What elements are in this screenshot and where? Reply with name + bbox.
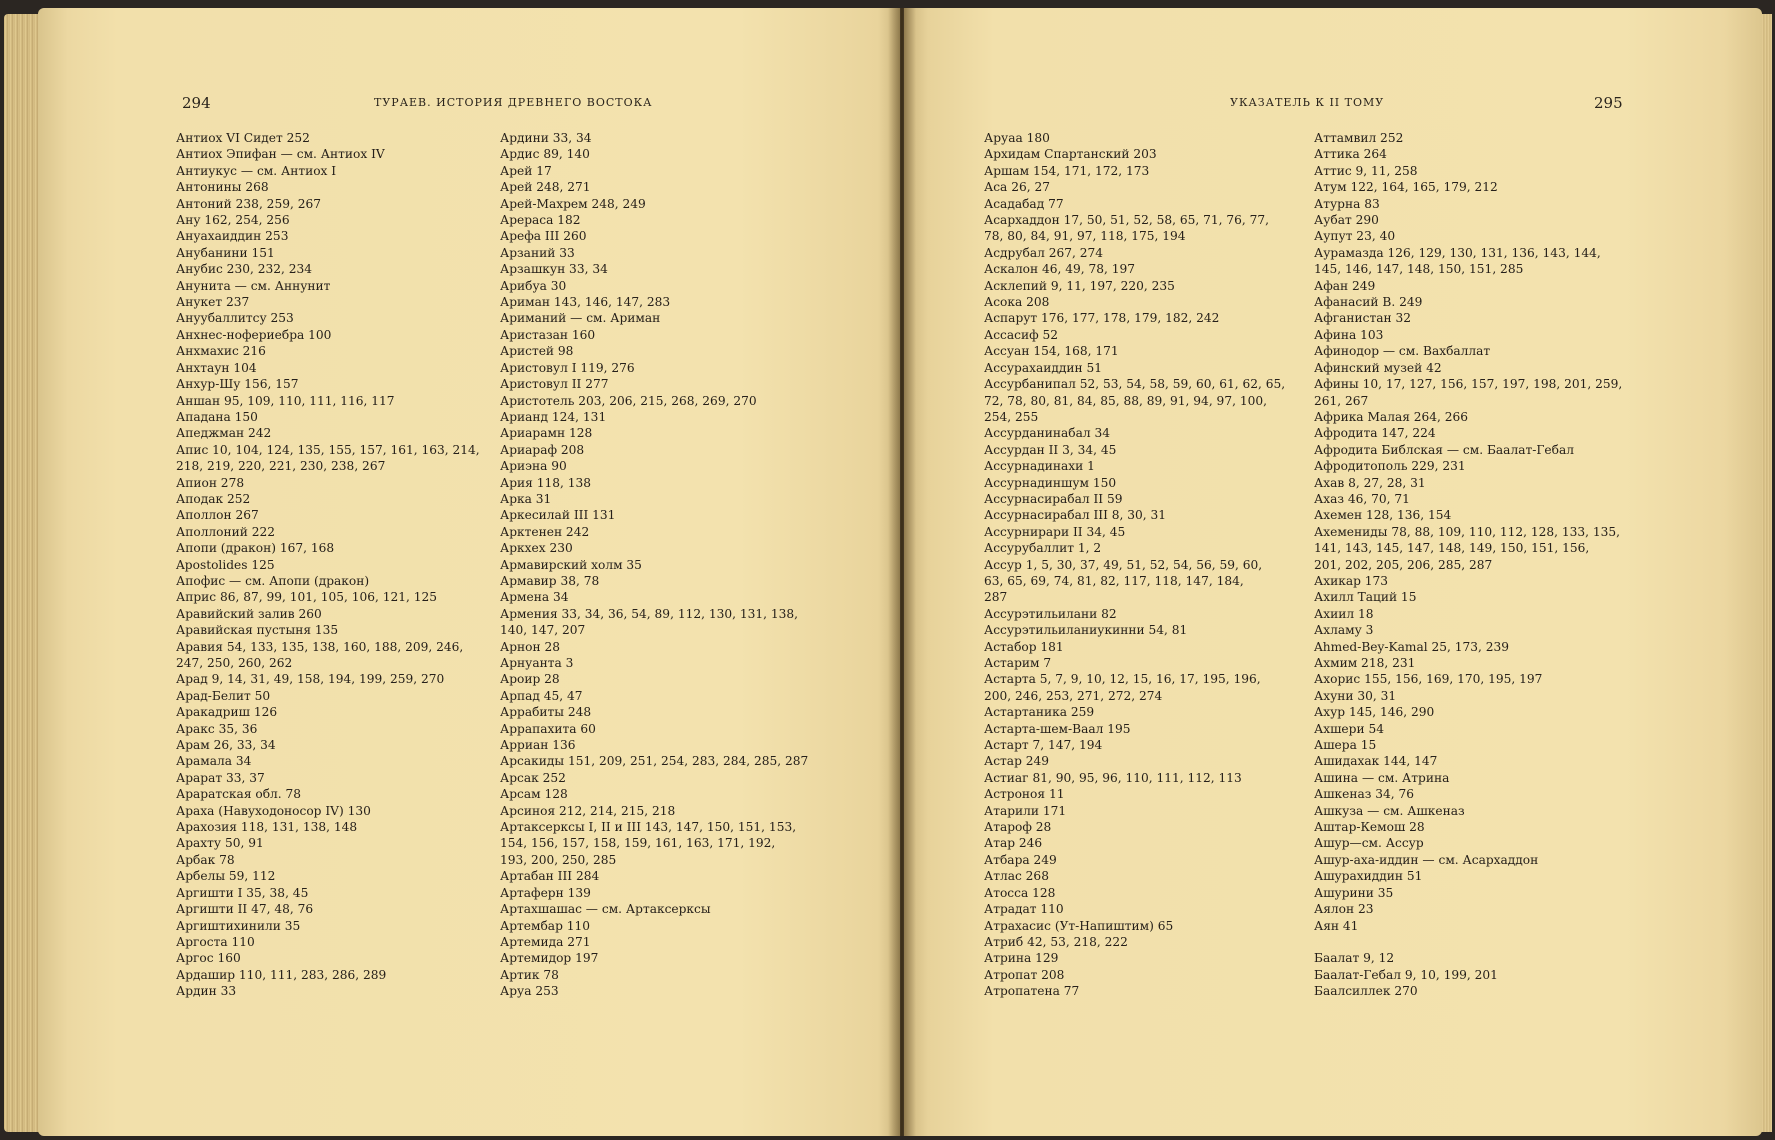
index-entry: Аштар-Кемош 28 xyxy=(1314,820,1425,835)
index-entry: Ассурахаиддин 51 xyxy=(984,360,1103,375)
index-entry: Ариман 143, 146, 147, 283 xyxy=(500,295,671,310)
index-entry: Астиаг 81, 90, 95, 96, 110, 111, 112, 113 xyxy=(984,770,1242,785)
index-entry: Ария 118, 138 xyxy=(500,475,591,490)
index-entry: Астарт 7, 147, 194 xyxy=(984,738,1103,753)
index-entry: Астабор 181 xyxy=(984,639,1064,654)
index-entry: Ариарамн 128 xyxy=(500,426,593,441)
index-entry: Артембар 110 xyxy=(500,918,591,933)
book-gutter xyxy=(888,8,916,1136)
index-entry: Апис 10, 104, 124, 135, 155, 157, 161, 163, 214, xyxy=(176,442,480,457)
index-entry: Ассурнасирабал III 8, 30, 31 xyxy=(984,508,1167,523)
index-entry: Анубис 230, 232, 234 xyxy=(176,262,312,277)
index-entry: Ашера 15 xyxy=(1314,738,1377,753)
right-page-column-2 xyxy=(1314,130,1634,1000)
index-entry: Анунита — см. Аннунит xyxy=(176,278,331,293)
index-entry: Аполлоний 222 xyxy=(176,524,276,539)
index-entry: Асдрубал 267, 274 xyxy=(984,245,1104,260)
index-entry: Ассурдан II 3, 34, 45 xyxy=(984,442,1117,457)
index-entry: Антоний 238, 259, 267 xyxy=(176,196,321,211)
index-entry: Антиох Эпифан — см. Антиох IV xyxy=(176,147,385,162)
left-page-number: 294 xyxy=(182,94,211,112)
index-entry: Ассурнадинахи 1 xyxy=(984,459,1095,474)
index-entry: 247, 250, 260, 262 xyxy=(176,656,293,670)
index-entry: Астроноя 11 xyxy=(984,787,1065,802)
index-entry: Арктенен 242 xyxy=(500,524,590,539)
index-entry: Асархаддон 17, 50, 51, 52, 58, 65, 71, 76, 77, xyxy=(984,213,1270,228)
index-entry: Ассуан 154, 168, 171 xyxy=(984,344,1119,359)
index-entry: Аракс 35, 36 xyxy=(176,721,258,736)
index-entry: Ассурэтильилани 82 xyxy=(984,606,1117,621)
index-entry: Анхмахис 216 xyxy=(176,344,266,359)
index-entry: Армена 34 xyxy=(500,590,569,605)
index-entry: Ахур 145, 146, 290 xyxy=(1314,705,1435,720)
index-entry: Анукет 237 xyxy=(176,295,250,310)
index-entry: Аттис 9, 11, 258 xyxy=(1314,163,1418,178)
index-entry: Аскалон 46, 49, 78, 197 xyxy=(984,262,1136,277)
index-entry: Арзаний 33 xyxy=(500,245,575,260)
index-entry: Аравийская пустыня 135 xyxy=(176,623,339,638)
index-entry: Аурамазда 126, 129, 130, 131, 136, 143, 144, xyxy=(1314,245,1601,260)
index-entry: 201, 202, 205, 206, 285, 287 xyxy=(1314,557,1493,572)
index-entry: Арриан 136 xyxy=(500,738,576,753)
index-entry: Апопи (дракон) 167, 168 xyxy=(176,541,335,556)
index-entry: Афан 249 xyxy=(1314,278,1376,293)
index-entry: Апион 278 xyxy=(176,475,245,490)
index-entry: Анубанини 151 xyxy=(176,245,275,260)
index-entry: Аргиштихинили 35 xyxy=(176,918,301,933)
index-entry: Ахикар 173 xyxy=(1314,573,1389,588)
index-entry: Аян 41 xyxy=(1314,918,1359,933)
index-entry: Арей-Махрем 248, 249 xyxy=(500,196,646,211)
right-running-head: УКАЗАТЕЛЬ К II ТОМУ xyxy=(1230,96,1385,109)
index-entry: Ашурахиддин 51 xyxy=(1314,869,1423,884)
index-entry: Ассур 1, 5, 30, 37, 49, 51, 52, 54, 56, 59, 60, xyxy=(984,557,1263,572)
index-entry: Ахшери 54 xyxy=(1314,721,1384,736)
index-entry: Асадабад 77 xyxy=(984,196,1064,211)
index-entry: Аравия 54, 133, 135, 138, 160, 188, 209, 246, xyxy=(176,639,464,654)
index-entry: Баалсиллек 270 xyxy=(1314,984,1418,999)
index-entry: Аруаа 180 xyxy=(984,131,1050,145)
index-entry: Атосса 128 xyxy=(984,885,1056,900)
index-entry: Баалат 9, 12 xyxy=(1314,951,1395,966)
index-entry: Арефа III 260 xyxy=(500,229,587,244)
index-entry: Аспарут 176, 177, 178, 179, 182, 242 xyxy=(984,311,1220,326)
index-entry: Анхтаун 104 xyxy=(176,360,257,375)
index-entry: 261, 267 xyxy=(1314,393,1369,408)
index-entry: Атрадат 110 xyxy=(984,902,1064,917)
index-entry: Ахламу 3 xyxy=(1314,623,1374,638)
index-entry: Арсам 128 xyxy=(500,787,568,802)
index-entry: Атриб 42, 53, 218, 222 xyxy=(984,934,1128,949)
index-entry: Атароф 28 xyxy=(984,820,1052,835)
index-entry: Ариманий — см. Ариман xyxy=(500,311,661,326)
index-entry: Ассурнирари II 34, 45 xyxy=(984,524,1126,539)
index-entry: Ариараф 208 xyxy=(500,442,585,457)
index-entry: Афганистан 32 xyxy=(1314,311,1412,326)
index-entry: Аристовул II 277 xyxy=(500,377,609,392)
index-entry: Арарат 33, 37 xyxy=(176,770,265,785)
index-entry: Ahmed-Bey-Kamal 25, 173, 239 xyxy=(1314,639,1510,654)
index-entry: Ассурубаллит 1, 2 xyxy=(984,541,1102,556)
index-entry: Атрахасис (Ут-Напиштим) 65 xyxy=(984,918,1174,933)
index-entry: Ахорис 155, 156, 169, 170, 195, 197 xyxy=(1314,672,1543,687)
left-running-head: ТУРАЕВ. ИСТОРИЯ ДРЕВНЕГО ВОСТОКА xyxy=(374,96,653,109)
index-entry: Артемида 271 xyxy=(500,934,591,949)
right-page-column-1 xyxy=(984,130,1304,1000)
index-entry: Арнон 28 xyxy=(500,639,560,654)
index-entry: Аравийский залив 260 xyxy=(176,606,322,621)
index-entry: Арибуа 30 xyxy=(500,278,567,293)
index-entry: Ариэна 90 xyxy=(500,459,567,474)
index-entry: Ассурнадиншум 150 xyxy=(984,475,1117,490)
index-entry: Артабан III 284 xyxy=(500,869,600,884)
index-entry: Ардини 33, 34 xyxy=(500,131,592,145)
index-entry: Атрина 129 xyxy=(984,951,1059,966)
index-entry: Арбак 78 xyxy=(176,852,235,867)
index-entry: Арзашкун 33, 34 xyxy=(500,262,608,277)
index-entry: Арсакиды 151, 209, 251, 254, 283, 284, 285, 287 xyxy=(500,754,809,769)
index-entry: Аруа 253 xyxy=(500,984,559,999)
index-entry: Ахав 8, 27, 28, 31 xyxy=(1314,475,1426,490)
index-entry: Ануубаллитсу 253 xyxy=(176,311,294,326)
index-entry: Астар 249 xyxy=(984,754,1050,769)
index-entry: Apostolides 125 xyxy=(176,557,275,572)
index-entry: 200, 246, 253, 271, 272, 274 xyxy=(984,688,1163,703)
index-entry: Артемидор 197 xyxy=(500,951,599,966)
index-entry: Апеджман 242 xyxy=(176,426,272,441)
index-entry: Аристовул I 119, 276 xyxy=(500,360,635,375)
index-entry: Аркесилай III 131 xyxy=(500,508,616,523)
index-entry: Атурна 83 xyxy=(1314,196,1380,211)
index-entry: Аса 26, 27 xyxy=(984,180,1050,195)
index-entry: Аристазан 160 xyxy=(500,327,596,342)
index-entry: Асока 208 xyxy=(984,295,1050,310)
index-entry: Аристей 98 xyxy=(500,344,574,359)
index-entry: Аркхех 230 xyxy=(500,541,573,556)
index-entry: Арнуанта 3 xyxy=(500,656,574,670)
index-entry: Артик 78 xyxy=(500,967,559,982)
index-entry: Аподак 252 xyxy=(176,491,251,506)
index-entry: 145, 146, 147, 148, 150, 151, 285 xyxy=(1314,262,1524,277)
index-entry: Арсак 252 xyxy=(500,770,566,785)
index-entry: 72, 78, 80, 81, 84, 85, 88, 89, 91, 94, 97, 100, xyxy=(984,393,1267,408)
index-entry: Аракадриш 126 xyxy=(176,705,278,720)
index-entry: Аррабиты 248 xyxy=(500,705,592,720)
index-entry: Ашур-аха-иддин — см. Асархаддон xyxy=(1314,852,1539,867)
index-entry: Ахемениды 78, 88, 109, 110, 112, 128, 133, 135, xyxy=(1314,524,1621,539)
index-entry: Астарта-шем-Ваал 195 xyxy=(984,721,1131,736)
index-entry: Атлас 268 xyxy=(984,869,1049,884)
index-entry: Афинодор — см. Вахбаллат xyxy=(1314,344,1491,359)
index-entry: Асклепий 9, 11, 197, 220, 235 xyxy=(984,278,1175,293)
index-entry: Антиукус — см. Антиох I xyxy=(176,163,337,178)
index-entry: Архидам Спартанский 203 xyxy=(984,147,1157,162)
index-entry: Аршам 154, 171, 172, 173 xyxy=(984,163,1150,178)
index-entry: Атум 122, 164, 165, 179, 212 xyxy=(1314,180,1498,195)
index-entry: Арпад 45, 47 xyxy=(500,688,583,703)
index-entry: 78, 80, 84, 91, 97, 118, 175, 194 xyxy=(984,229,1186,244)
index-entry: Арераса 182 xyxy=(500,213,581,228)
left-page-column-1 xyxy=(176,130,496,1000)
index-entry: Аншан 95, 109, 110, 111, 116, 117 xyxy=(176,393,395,408)
index-entry: Аттика 264 xyxy=(1314,147,1387,162)
index-entry: Баалат-Гебал 9, 10, 199, 201 xyxy=(1314,967,1498,982)
index-entry: Аялон 23 xyxy=(1314,902,1374,917)
index-entry: Афинский музей 42 xyxy=(1314,360,1442,375)
index-entry: Аргос 160 xyxy=(176,951,241,966)
index-entry: Арад 9, 14, 31, 49, 158, 194, 199, 259, 270 xyxy=(176,672,445,687)
index-entry: Арка 31 xyxy=(500,491,552,506)
index-entry: Ассурданинабал 34 xyxy=(984,426,1110,441)
index-entry: Армавирский холм 35 xyxy=(500,557,642,572)
index-entry: Ашидахак 144, 147 xyxy=(1314,754,1438,769)
index-entry: Арбелы 59, 112 xyxy=(176,869,276,884)
index-entry: Астарта 5, 7, 9, 10, 12, 15, 16, 17, 195, 196, xyxy=(984,672,1261,687)
index-entry: Аупут 23, 40 xyxy=(1314,229,1396,244)
index-entry: Аттамвил 252 xyxy=(1314,131,1404,145)
index-entry: Ассасиф 52 xyxy=(984,327,1059,342)
index-entry: Африка Малая 264, 266 xyxy=(1314,409,1469,424)
index-entry: Атропатена 77 xyxy=(984,984,1080,999)
index-entry: Афродитополь 229, 231 xyxy=(1314,459,1466,474)
index-entry: Аргишти I 35, 38, 45 xyxy=(176,885,309,900)
index-entry xyxy=(1314,934,1634,950)
index-entry: Афины 10, 17, 127, 156, 157, 197, 198, 201, 259, xyxy=(1314,377,1623,392)
index-entry: Астарим 7 xyxy=(984,656,1052,670)
index-entry: Ахаз 46, 70, 71 xyxy=(1314,491,1410,506)
index-entry: Ахемен 128, 136, 154 xyxy=(1314,508,1452,523)
index-entry: Ассурнасирабал II 59 xyxy=(984,491,1123,506)
index-entry: Арей 17 xyxy=(500,163,552,178)
index-entry: Армения 33, 34, 36, 54, 89, 112, 130, 131, 138, xyxy=(500,606,798,621)
index-entry: 140, 147, 207 xyxy=(500,623,586,638)
index-entry: Афродита 147, 224 xyxy=(1314,426,1436,441)
index-entry: Анхнес-нофериебра 100 xyxy=(176,327,332,342)
index-entry: 287 xyxy=(984,590,1008,605)
index-entry: Ахуни 30, 31 xyxy=(1314,688,1397,703)
index-entry: Ашкуза — см. Ашкеназ xyxy=(1314,803,1465,818)
index-entry: Артаксерксы I, II и III 143, 147, 150, 151, 153, xyxy=(500,820,797,835)
index-entry: Астартаника 259 xyxy=(984,705,1095,720)
index-entry: Араха (Навуходоносор IV) 130 xyxy=(176,803,371,818)
index-entry: Атарили 171 xyxy=(984,803,1067,818)
index-entry: Афанасий В. 249 xyxy=(1314,295,1423,310)
index-entry: 193, 200, 250, 285 xyxy=(500,852,617,867)
index-entry: 218, 219, 220, 221, 230, 238, 267 xyxy=(176,459,386,474)
index-entry: Арахту 50, 91 xyxy=(176,836,264,851)
index-entry: Ануахаиддин 253 xyxy=(176,229,289,244)
index-entry: Арахозия 118, 131, 138, 148 xyxy=(176,820,358,835)
index-entry: Атбара 249 xyxy=(984,852,1057,867)
index-entry: Ахиил 18 xyxy=(1314,606,1374,621)
index-entry: Аубат 290 xyxy=(1314,213,1379,228)
index-entry: Ардашир 110, 111, 283, 286, 289 xyxy=(176,967,387,982)
index-entry: Априс 86, 87, 99, 101, 105, 106, 121, 125 xyxy=(176,590,438,605)
index-entry: Антиох VI Сидет 252 xyxy=(176,131,310,145)
index-entry: Араратская обл. 78 xyxy=(176,787,302,802)
index-entry: Аполлон 267 xyxy=(176,508,259,523)
index-entry: Арад-Белит 50 xyxy=(176,688,271,703)
index-entry: Антонины 268 xyxy=(176,180,269,195)
index-entry: Ассурбанипал 52, 53, 54, 58, 59, 60, 61, 62, 65, xyxy=(984,377,1286,392)
index-entry: Арам 26, 33, 34 xyxy=(176,738,276,753)
right-page-number: 295 xyxy=(1594,94,1623,112)
index-entry: 154, 156, 157, 158, 159, 161, 163, 171, 192, xyxy=(500,836,776,851)
index-entry: Ану 162, 254, 256 xyxy=(176,213,290,228)
index-entry: 254, 255 xyxy=(984,409,1039,424)
index-entry: 141, 143, 145, 147, 148, 149, 150, 151, 156, xyxy=(1314,541,1590,556)
index-entry: Афина 103 xyxy=(1314,327,1384,342)
index-entry: Ахилл Таций 15 xyxy=(1314,590,1417,605)
index-entry: Арей 248, 271 xyxy=(500,180,591,195)
index-entry: Анхур-Шу 156, 157 xyxy=(176,377,299,392)
index-entry: Ашур—см. Ассур xyxy=(1314,836,1424,851)
index-entry: Аргоста 110 xyxy=(176,934,255,949)
index-entry: Арианд 124, 131 xyxy=(500,409,607,424)
index-entry: Арамала 34 xyxy=(176,754,252,769)
index-entry: Атропат 208 xyxy=(984,967,1065,982)
index-entry: Ароир 28 xyxy=(500,672,560,687)
index-entry: Ападана 150 xyxy=(176,409,258,424)
index-entry: Армавир 38, 78 xyxy=(500,573,600,588)
index-entry: Аристотель 203, 206, 215, 268, 269, 270 xyxy=(500,393,757,408)
index-entry: Ахмим 218, 231 xyxy=(1314,656,1416,670)
index-entry: Ашкеназ 34, 76 xyxy=(1314,787,1415,802)
index-entry: Ашурини 35 xyxy=(1314,885,1394,900)
index-entry: Артахшашас — см. Артаксерксы xyxy=(500,902,711,917)
index-entry: Афродита Библская — см. Баалат-Гебал xyxy=(1314,442,1574,457)
index-entry: 63, 65, 69, 74, 81, 82, 117, 118, 147, 184, xyxy=(984,573,1244,588)
index-entry: Атар 246 xyxy=(984,836,1043,851)
index-entry: Ардис 89, 140 xyxy=(500,147,590,162)
index-entry: Ассурэтильиланиукинни 54, 81 xyxy=(984,623,1188,638)
index-entry: Арсиноя 212, 214, 215, 218 xyxy=(500,803,676,818)
index-entry: Артаферн 139 xyxy=(500,885,591,900)
index-entry: Аргишти II 47, 48, 76 xyxy=(176,902,314,917)
index-entry: Ашина — см. Атрина xyxy=(1314,770,1450,785)
index-entry: Апофис — см. Апопи (дракон) xyxy=(176,573,370,588)
left-page-column-2 xyxy=(500,130,820,1000)
index-entry: Ардин 33 xyxy=(176,984,237,999)
index-entry: Аррапахита 60 xyxy=(500,721,596,736)
